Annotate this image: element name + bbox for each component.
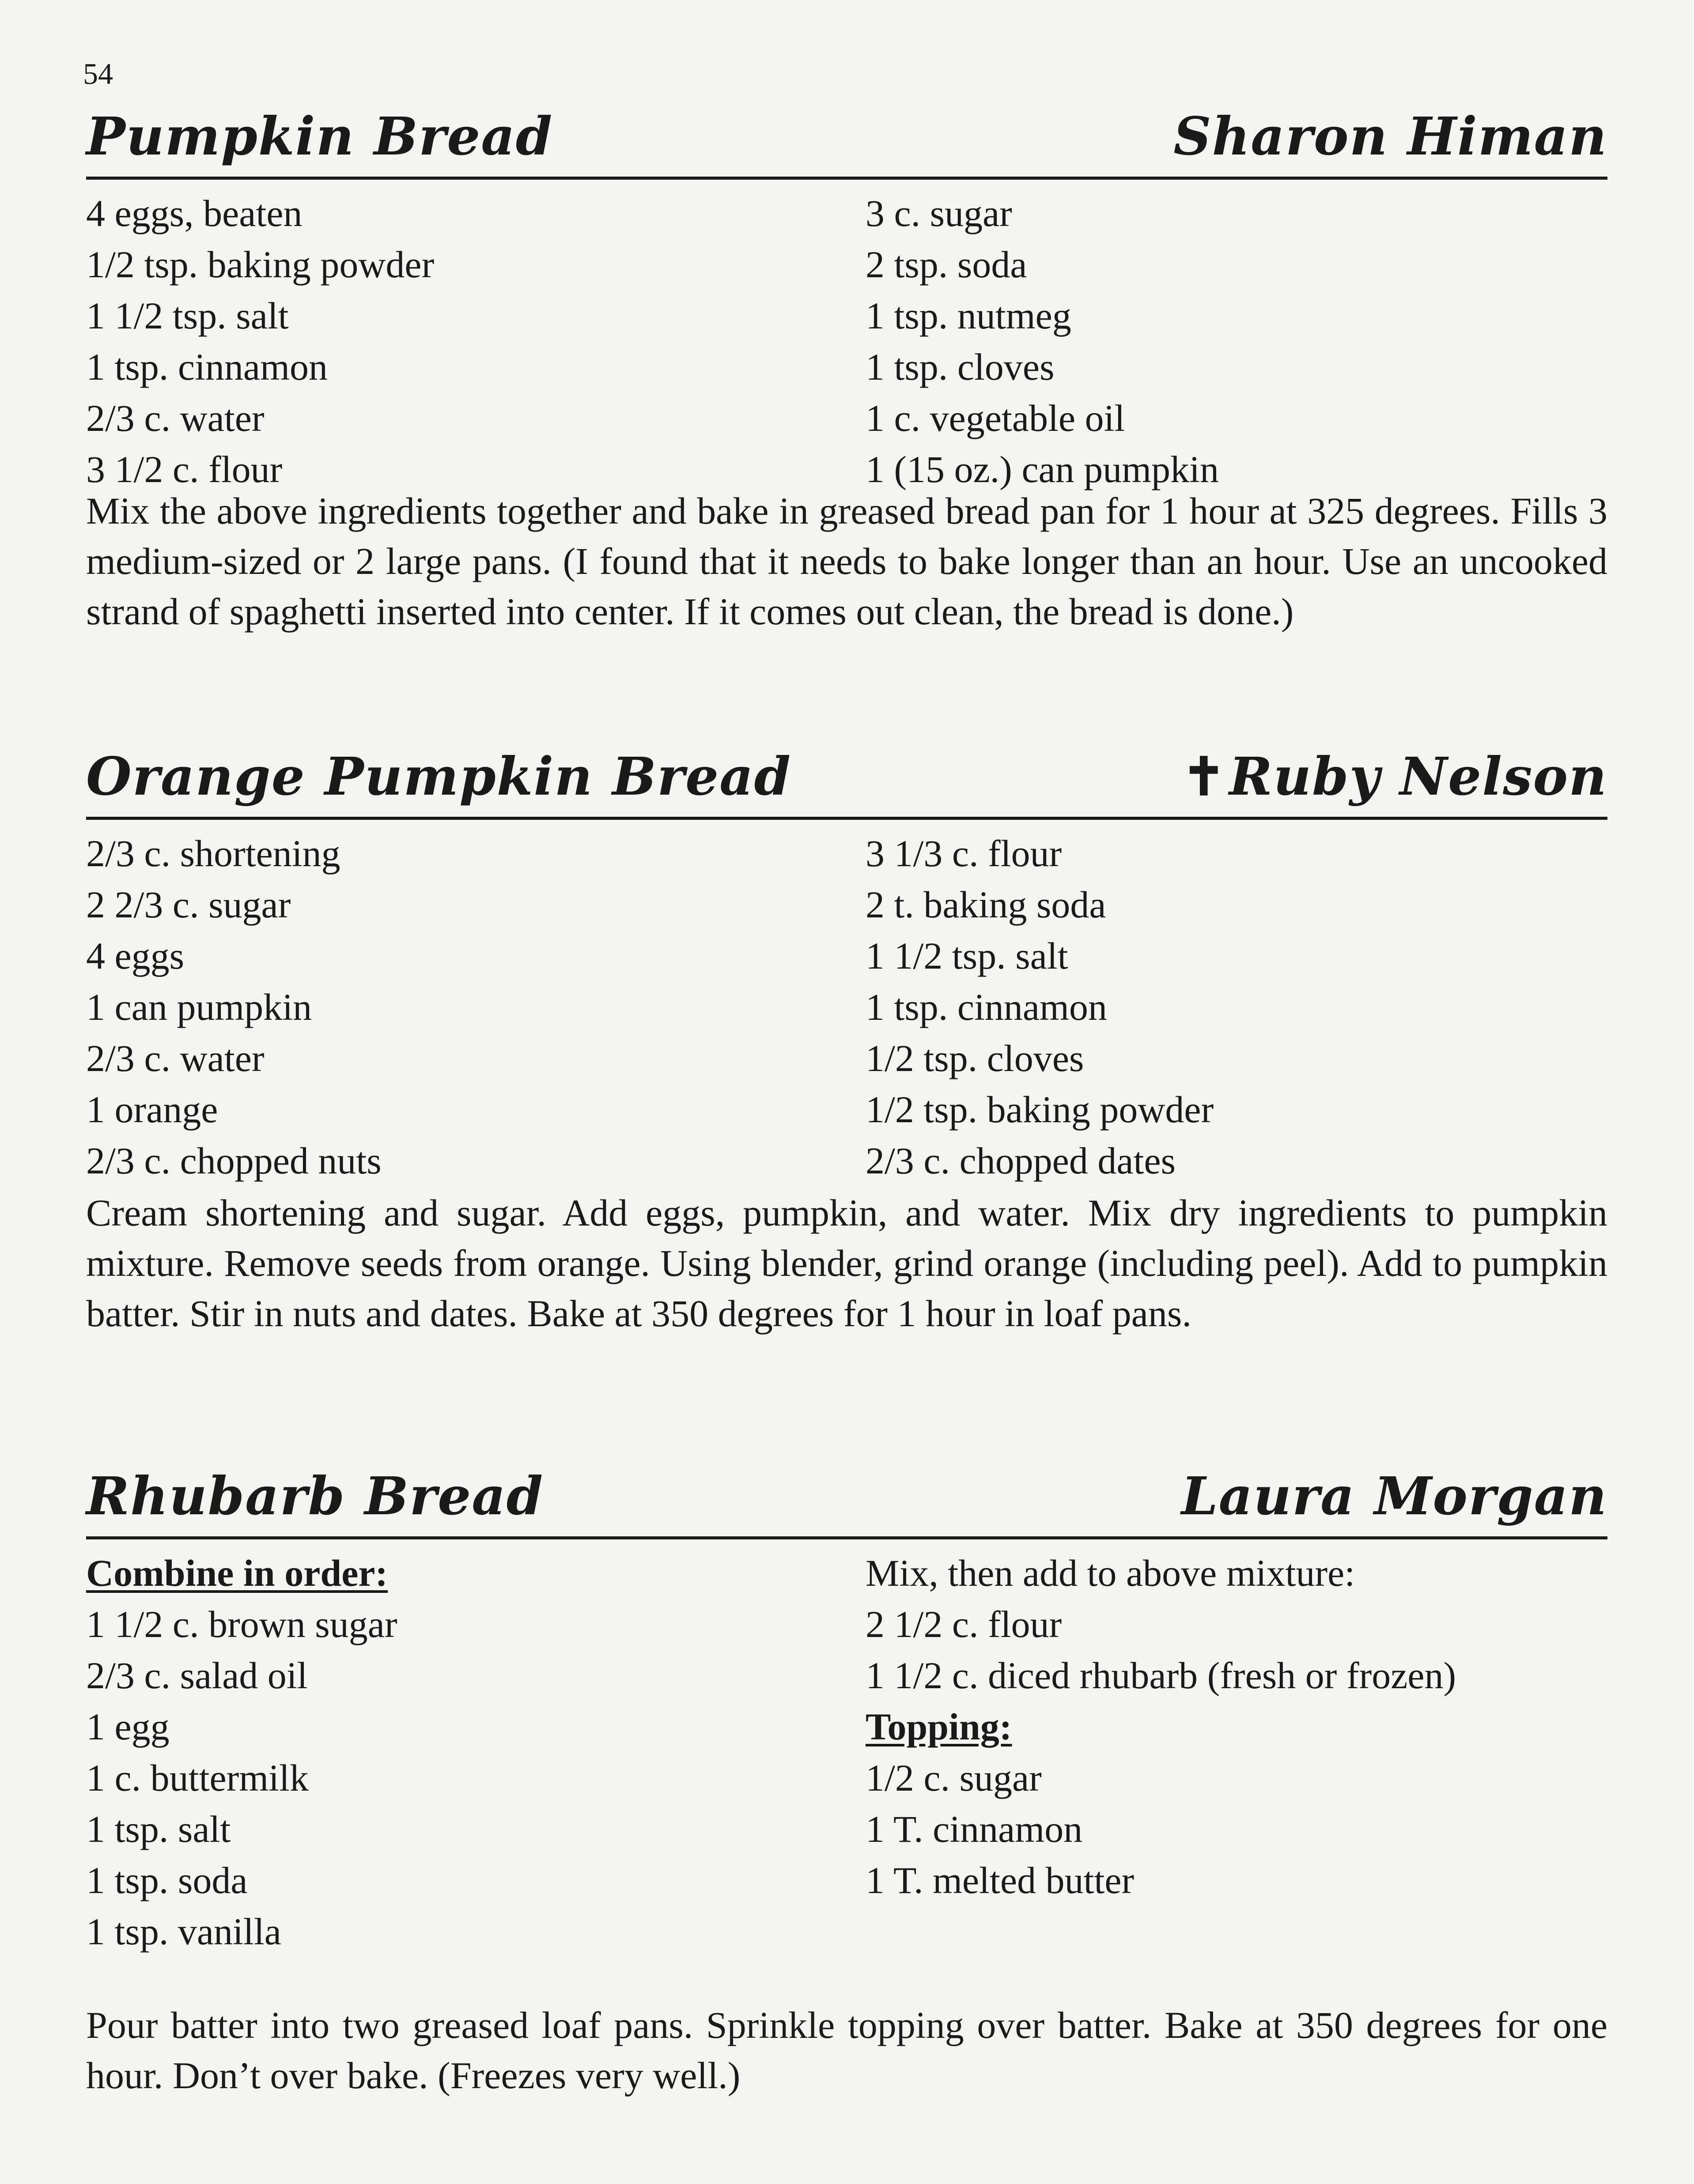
ingredient: 1 egg (86, 1705, 170, 1748)
mix-intro: Mix, then add to above mixture: (866, 1552, 1355, 1594)
title-divider (86, 177, 1607, 180)
ingredient: 2 1/2 c. flour (866, 1603, 1062, 1645)
recipe-author-block (1182, 746, 1607, 807)
ingredient: 2/3 c. water (86, 397, 265, 439)
ingredient: 1 c. vegetable oil (866, 397, 1125, 439)
title-divider (86, 817, 1607, 820)
recipe-orange-pumpkin-bread (86, 746, 1607, 1335)
ingredient: 3 c. sugar (866, 192, 1012, 234)
topping-ingredient: 1/2 c. sugar (866, 1757, 1042, 1799)
ingredient: 2/3 c. shortening (86, 832, 340, 875)
ingredients-right (866, 828, 1612, 1186)
ingredient: 1 orange (86, 1088, 218, 1131)
recipe-rhubarb-bread (86, 1465, 1607, 2097)
recipe-directions: Pour batter into two greased loaf pans. Sprinkle topping over batter. Bake at 350 degrees for one hour. Don’t over bake. (Freezes very well.) (86, 2004, 1607, 2097)
ingredient: 2/3 c. water (86, 1037, 265, 1079)
recipe-title: Pumpkin Bread (86, 106, 553, 167)
recipe-author: Ruby Nelson (1229, 746, 1607, 807)
recipe-directions: Mix the above ingredients together and bake in greased bread pan for 1 hour at 325 degrees. Fills 3 medium-sized or 2 large pans. (I found that it needs to bake longer than an hour. Use an uncooked strand of spaghetti inserted into center. If it comes out clean, the bread is done.) (86, 490, 1607, 633)
ingredient: 1/2 tsp. cloves (866, 1037, 1084, 1079)
recipe-author: Laura Morgan (1181, 1465, 1607, 1527)
ingredient: 1 1/2 c. diced rhubarb (fresh or frozen) (866, 1654, 1456, 1697)
ingredient: 1 tsp. cinnamon (866, 986, 1107, 1028)
ingredient: 1 1/2 c. brown sugar (86, 1603, 397, 1645)
ingredient: 3 1/3 c. flour (866, 832, 1062, 875)
page-number: 54 (83, 57, 113, 91)
cross-icon: ✝ (1182, 746, 1227, 807)
recipe-header (86, 1465, 1607, 1536)
ingredient: 1 tsp. cinnamon (86, 346, 328, 388)
ingredient: 1 1/2 tsp. salt (866, 935, 1068, 977)
ingredient: 2 2/3 c. sugar (86, 883, 291, 926)
ingredient: 2 tsp. soda (866, 243, 1027, 286)
ingredient-columns (86, 188, 1607, 501)
ingredient: 1 tsp. soda (86, 1859, 248, 1901)
recipe-title: Rhubarb Bread (86, 1465, 544, 1527)
title-divider (86, 1536, 1607, 1539)
ingredient: 1/2 tsp. baking powder (86, 243, 435, 286)
ingredient: 1 (15 oz.) can pumpkin (866, 448, 1219, 490)
ingredients-right (866, 1547, 1612, 1906)
recipe-title: Orange Pumpkin Bread (86, 746, 792, 807)
recipe-header (86, 106, 1607, 177)
ingredients-left (86, 828, 859, 1186)
ingredient: 1 tsp. cloves (866, 346, 1055, 388)
combine-heading: Combine in order: (86, 1552, 388, 1594)
ingredient: 1/2 tsp. baking powder (866, 1088, 1214, 1131)
recipe-directions: Cream shortening and sugar. Add eggs, pumpkin, and water. Mix dry ingredients to pumpkin mixture. Remove seeds from orange. Using blender, grind orange (including peel). Add to pumpkin batter. Stir in nuts and dates. Bake at 350 degrees for 1 hour in loaf pans. (86, 1192, 1607, 1335)
ingredients-left (86, 1547, 859, 1957)
ingredients-left (86, 188, 859, 495)
ingredient: 3 1/2 c. flour (86, 448, 283, 490)
ingredient: 4 eggs, beaten (86, 192, 302, 234)
recipe-author: Sharon Himan (1173, 106, 1607, 167)
ingredient: 1 c. buttermilk (86, 1757, 309, 1799)
ingredient: 2/3 c. chopped dates (866, 1139, 1176, 1182)
ingredient: 1 1/2 tsp. salt (86, 294, 289, 337)
recipe-header (86, 746, 1607, 817)
topping-ingredient: 1 T. cinnamon (866, 1808, 1083, 1850)
ingredient: 1 tsp. salt (86, 1808, 231, 1850)
ingredient: 1 can pumpkin (86, 986, 312, 1028)
ingredient: 2/3 c. salad oil (86, 1654, 308, 1697)
ingredients-right (866, 188, 1612, 495)
ingredient: 2 t. baking soda (866, 883, 1106, 926)
ingredient: 4 eggs (86, 935, 185, 977)
ingredient: 2/3 c. chopped nuts (86, 1139, 382, 1182)
recipe-pumpkin-bread (86, 106, 1607, 633)
ingredient: 1 tsp. vanilla (86, 1910, 281, 1953)
topping-ingredient: 1 T. melted butter (866, 1859, 1134, 1901)
topping-heading: Topping: (866, 1705, 1012, 1748)
ingredient-columns (86, 828, 1607, 1203)
ingredient: 1 tsp. nutmeg (866, 294, 1071, 337)
